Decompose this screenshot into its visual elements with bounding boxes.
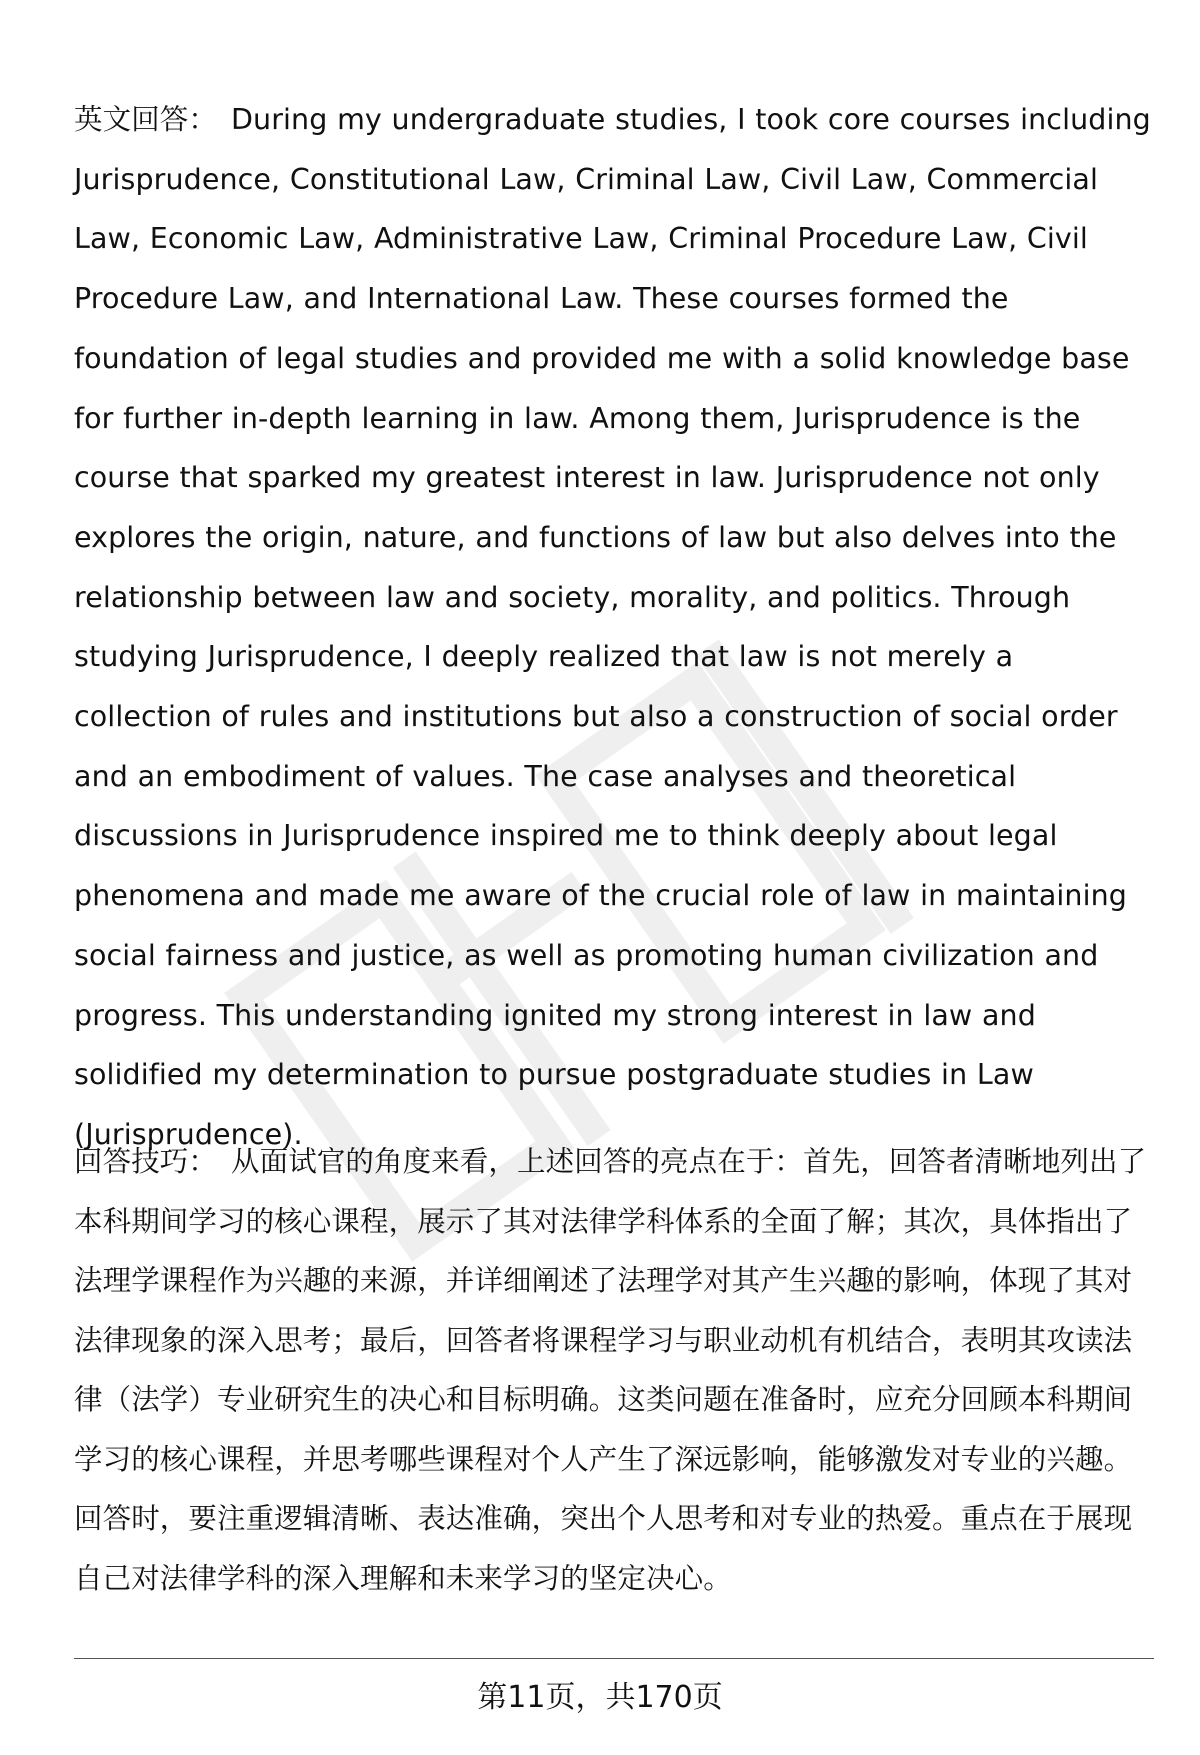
answer-tips-text: 从面试官的角度来看，上述回答的亮点在于：首先，回答者清晰地列出了本科期间学习的核心课程，展示了其对法律学科体系的全面了解；其次，具体指出了法理学课程作为兴趣的来源，并详细阐述了法理学对其产生兴趣的影响，体现了其对法律现象的深入思考；最后，回答者将课程学习与职业动机有机结合，表明其攻读法律（法学）专业研究生的决心和目标明确。这类问题在准备时，应充分回顾本科期间学习的核心课程，并思考哪些课程对个人产生了深远影响，能够激发对专业的兴趣。回答时，要注重逻辑清晰、表达准确，突出个人思考和对专业的热爱。重点在于展现自己对法律学科的深入理解和未来学习的坚定决心。 <box>74 1145 1147 1595</box>
english-answer-label: 英文回答： <box>74 103 218 136</box>
english-answer-text: During my undergraduate studies, I took core courses including Jurisprudence, Constitutional Law, Criminal Law, Civil Law, Commercial Law, Economic Law, Administrative Law, Criminal Procedure Law, Civil Procedure Law, and International Law. These courses formed the foundation of legal studies and provided me with a solid knowledge base for further in-depth learning in law. Among them, Jurisprudence is the course that sparked my greatest interest in law. Jurisprudence not only explores the origin, nature, and functions of law but also delves into the relationship between law and society, morality, and politics. Through studying Jurisprudence, I deeply realized that law is not merely a collection of rules and institutions but also a construction of social order and an embodiment of values. The case analyses and theoretical discussions in Jurisprudence inspired me to think deeply about legal phenomena and made me aware of the crucial role of law in maintaining social fairness and justice, as well as promoting human civilization and progress. This understanding ignited my strong interest in law and solidified my determination to pursue postgraduate studies in Law (Jurisprudence). <box>74 103 1151 1151</box>
english-answer-paragraph <box>74 90 1154 1165</box>
answer-tips-paragraph <box>74 1132 1154 1608</box>
page-number: 第11页，共170页 <box>477 1680 723 1715</box>
answer-tips-label: 回答技巧： <box>74 1145 218 1178</box>
footer-divider <box>74 1658 1154 1659</box>
